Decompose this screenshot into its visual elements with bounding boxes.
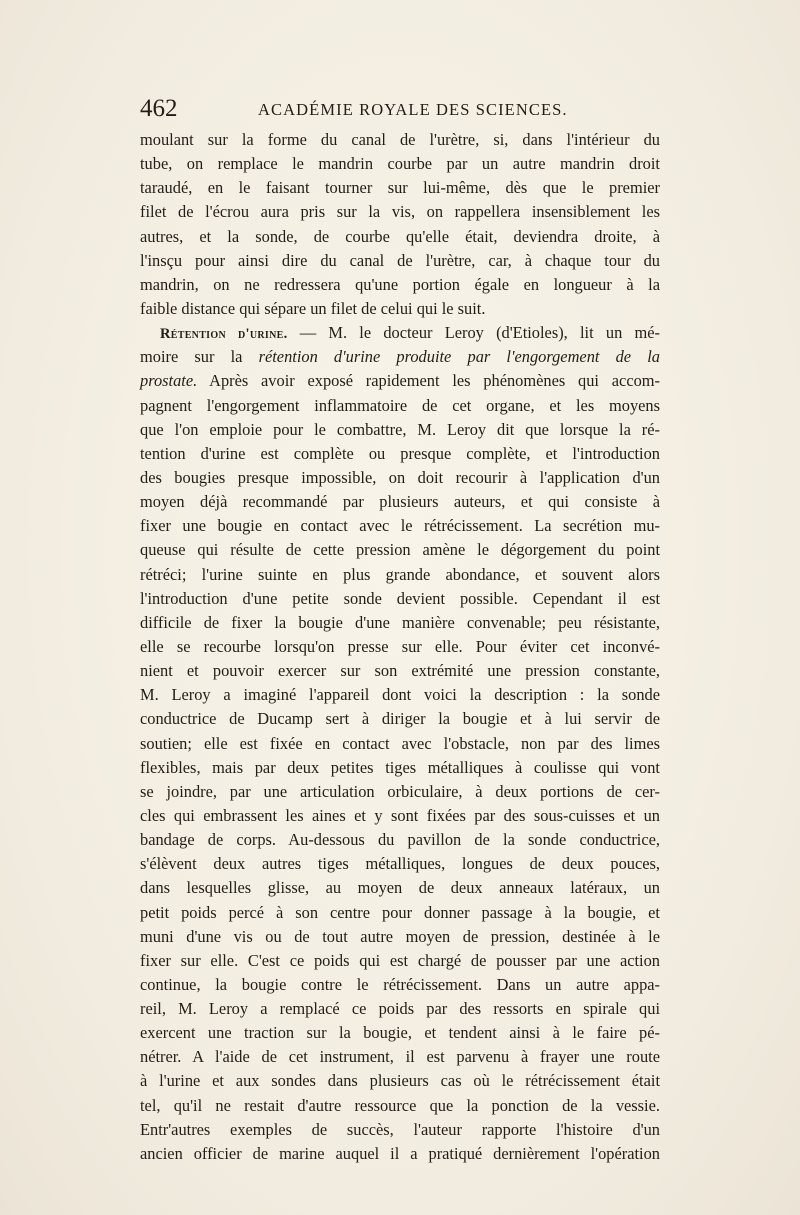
text-line: petit poids percé à son centre pour donner passage à la bougie, et — [140, 902, 660, 922]
paragraph-1 — [140, 128, 660, 321]
text-line — [140, 345, 660, 369]
text-line: flexibles, mais par deux petites tiges métalliques à coulisse qui vont — [140, 757, 660, 777]
text-line: elle se recourbe lorsqu'on presse sur elle. Pour éviter cet inconvé- — [140, 636, 660, 656]
text-line: mandrin, on ne redressera qu'une portion égale en longueur à la — [140, 274, 660, 294]
text-line: fixer sur elle. C'est ce poids qui est chargé de pousser par une action — [140, 950, 660, 970]
section-heading: Rétention d'urine. — [160, 326, 288, 343]
text-line: queuse qui résulte de cette pression amène le dégorgement du point — [140, 540, 660, 560]
text-line: s'élèvent deux autres tiges métalliques, longues de deux pouces, — [140, 854, 660, 874]
text-line: se joindre, par une articulation orbiculaire, à deux portions de cer- — [140, 781, 660, 801]
text-line: pagnent l'engorgement inflammatoire de cet organe, et les moyens — [140, 395, 660, 415]
text-line: cles qui embrassent les aines et y sont fixées par des sous-cuisses et un — [140, 805, 660, 825]
text-line: l'insçu pour ainsi dire du canal de l'urètre, car, à chaque tour du — [140, 250, 660, 270]
text-line: rétréci; l'urine suinte en plus grande abondance, et souvent alors — [140, 564, 660, 584]
text-line: reil, M. Leroy a remplacé ce poids par des ressorts en spirale qui — [140, 999, 660, 1019]
text-line — [140, 321, 660, 345]
body-text — [140, 128, 660, 1166]
text-line: ancien officier de marine auquel il a pratiqué dernièrement l'opération — [140, 1143, 660, 1163]
text-line: Entr'autres exemples de succès, l'auteur rapporte l'histoire d'un — [140, 1119, 660, 1139]
running-head: ACADÉMIE ROYALE DES SCIENCES. — [258, 100, 568, 119]
text-line: dans lesquelles glisse, au moyen de deux anneaux latéraux, un — [140, 878, 660, 898]
text-line: autres, et la sonde, de courbe qu'elle était, deviendra droite, à — [140, 226, 660, 246]
paragraph-intro: — M. le docteur Leroy (d'Etioles), lit un mé- — [287, 323, 660, 343]
text-line: à l'urine et aux sondes dans plusieurs cas où le rétrécissement était — [140, 1071, 660, 1091]
page-number: 462 — [140, 95, 178, 122]
text-line: muni d'une vis ou de tout autre moyen de pression, destinée à le — [140, 926, 660, 946]
text-line: fixer une bougie en contact avec le rétrécissement. La secrétion mu- — [140, 516, 660, 536]
text-line: soutien; elle est fixée en contact avec l'obstacle, non par des limes — [140, 733, 660, 753]
text-line: filet de l'écrou aura pris sur la vis, on rappellera insensiblement les — [140, 202, 660, 222]
text-line: taraudé, en le faisant tourner sur lui-même, dès que le premier — [140, 178, 660, 198]
text-line — [140, 369, 660, 393]
text-line: conductrice de Ducamp sert à diriger la bougie et à lui servir de — [140, 709, 660, 729]
text-line: continue, la bougie contre le rétrécissement. Dans un autre appa- — [140, 974, 660, 994]
text-line: bandage de corps. Au-dessous du pavillon de la sonde conductrice, — [140, 830, 660, 850]
text-line: tel, qu'il ne restait d'autre ressource que la ponction de la vessie. — [140, 1095, 660, 1115]
text-line: tube, on remplace le mandrin courbe par un autre mandrin droit — [140, 154, 660, 174]
memoir-title: rétention d'urine produite par l'engorgement de la — [258, 347, 660, 367]
text-line: faible distance qui sépare un filet de celui qui le suit. — [140, 298, 486, 318]
page-header — [140, 94, 660, 124]
text-line: moulant sur la forme du canal de l'urètre, si, dans l'intérieur du — [140, 130, 660, 149]
text-line: difficile de fixer la bougie d'une manière convenable; peu résistante, — [140, 612, 660, 632]
text-line: l'introduction d'une petite sonde devient possible. Cependant il est — [140, 588, 660, 608]
memoir-title-end: prostate. — [140, 371, 198, 391]
paragraph-2 — [140, 321, 660, 1166]
text-line: tention d'urine est complète ou presque complète, et l'introduction — [140, 443, 660, 463]
text-line: exercent une traction sur la bougie, et tendent ainsi à le faire pé- — [140, 1023, 660, 1043]
text-line: moyen déjà recommandé par plusieurs auteurs, et qui consiste à — [140, 492, 660, 512]
text-line: que l'on emploie pour le combattre, M. Leroy dit que lorsque la ré- — [140, 419, 660, 439]
text-line: des bougies presque impossible, on doit recourir à l'application d'un — [140, 467, 660, 487]
text-line: nétrer. A l'aide de cet instrument, il est parvenu à frayer une route — [140, 1047, 660, 1067]
text-line: nient et pouvoir exercer sur son extrémité une pression constante, — [140, 661, 660, 681]
line-prefix: moire sur la — [140, 347, 259, 367]
line-rest: Après avoir exposé rapidement les phénomènes qui accom- — [197, 371, 660, 391]
text-line: M. Leroy a imaginé l'appareil dont voici la description : la sonde — [140, 685, 660, 705]
